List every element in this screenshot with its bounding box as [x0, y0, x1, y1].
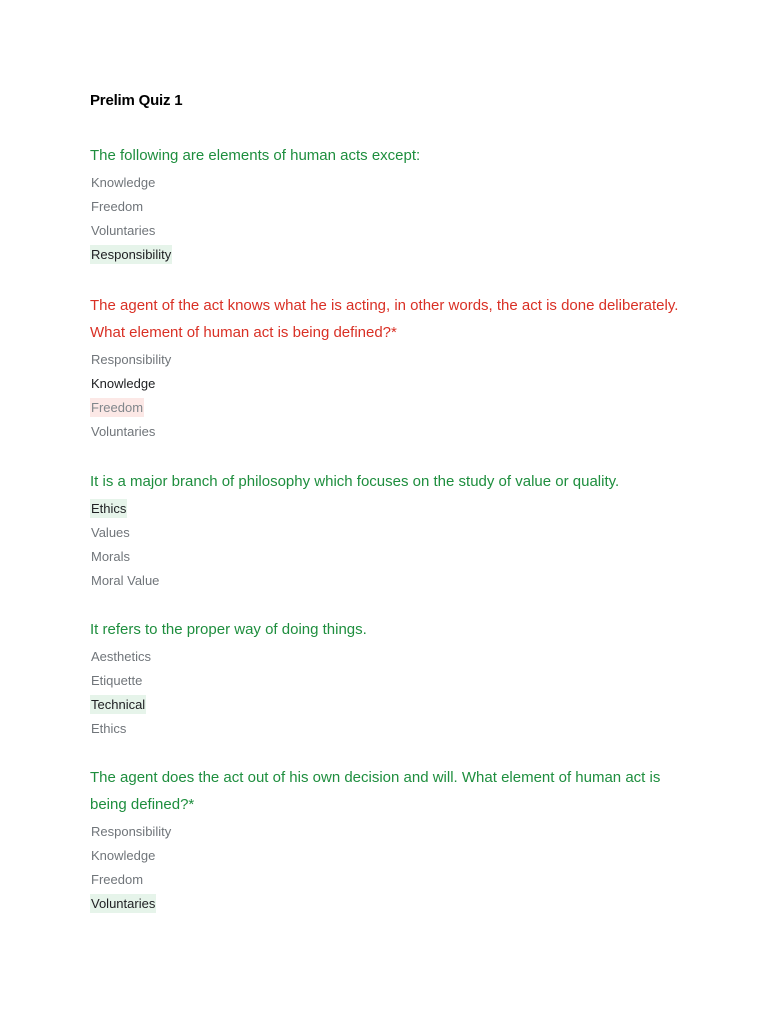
answer-option: Freedom: [91, 400, 144, 415]
question-text: The agent of the act knows what he is acting, in other words, the act is done deliberately. What element of human act is being defined?*: [90, 297, 679, 341]
answer-option: Freedom: [91, 199, 144, 214]
page-title: Prelim Quiz 1: [90, 92, 183, 109]
answer-option: Morals: [91, 549, 131, 564]
question-text: It refers to the proper way of doing things.: [90, 621, 367, 638]
answer-option: Responsibility: [91, 247, 172, 262]
answer-option: Moral Value: [91, 573, 160, 588]
question-text: The following are elements of human acts except:: [90, 147, 421, 164]
answer-option: Aesthetics: [91, 649, 151, 664]
option-list: [90, 348, 690, 444]
answer-option: Voluntaries: [91, 424, 156, 439]
question-text: It is a major branch of philosophy which focuses on the study of value or quality.: [90, 473, 620, 490]
answer-option: Etiquette: [91, 673, 143, 688]
answer-option: Ethics: [91, 721, 127, 736]
answer-option: Responsibility: [91, 824, 172, 839]
option-list: [90, 645, 690, 741]
question-block: [90, 292, 690, 444]
question-block: [90, 468, 690, 593]
answer-option: Ethics: [91, 501, 127, 516]
question-block: [90, 142, 690, 267]
question-block: [90, 616, 690, 741]
question-block: [90, 764, 690, 916]
answer-option: Knowledge: [91, 376, 156, 391]
option-list: [90, 171, 690, 267]
answer-option: Voluntaries: [91, 896, 156, 911]
option-list: [90, 820, 690, 916]
answer-option: Knowledge: [91, 175, 156, 190]
answer-option: Freedom: [91, 872, 144, 887]
answer-option: Responsibility: [91, 352, 172, 367]
answer-option: Knowledge: [91, 848, 156, 863]
option-list: [90, 497, 690, 593]
answer-option: Values: [91, 525, 130, 540]
question-text: The agent does the act out of his own decision and will. What element of human act is being defined?*: [90, 769, 661, 813]
answer-option: Technical: [91, 697, 146, 712]
answer-option: Voluntaries: [91, 223, 156, 238]
